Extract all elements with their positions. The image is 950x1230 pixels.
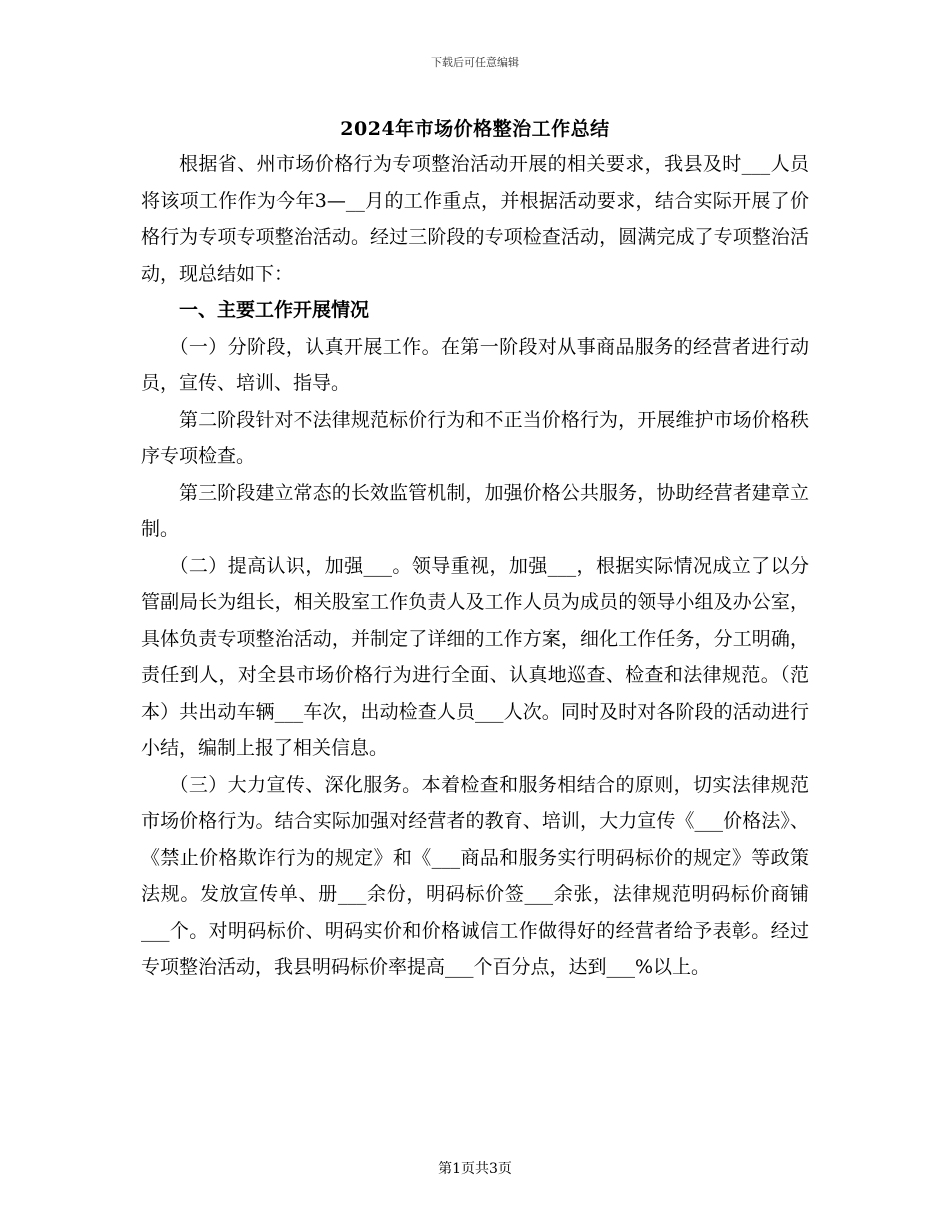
document-body bbox=[141, 146, 809, 986]
paragraph-4: （二）提高认识，加强___。领导重视，加强___，根据实际情况成立了以分管副局长为组长，相关股室工作负责人及工作人员为成员的领导小组及办公室，具体负责专项整治活动，并制定了详细的工作方案，细化工作任务，分工明确，责任到人，对全县市场价格行为进行全面、认真地巡查、检查和法律规范。（范本）共出动车辆___车次，出动检查人员___人次。同时及时对各阶段的活动进行小结，编制上报了相关信息。 bbox=[141, 554, 809, 759]
page-header-note: 下载后可任意编辑 bbox=[431, 56, 519, 69]
document-title: 2024年市场价格整治工作总结 bbox=[340, 118, 610, 140]
paragraph-3: 第三阶段建立常态的长效监管机制，加强价格公共服务，协助经营者建章立制。 bbox=[141, 481, 809, 540]
intro-paragraph: 根据省、州市场价格行为专项整治活动开展的相关要求，我县及时___人员将该项工作作为今年3—__月的工作重点，并根据活动要求，结合实际开展了价格行为专项专项整治活动。经过三阶段的专项检查活动，圆满完成了专项整治活动，现总结如下： bbox=[141, 153, 809, 285]
paragraph-2: 第二阶段针对不法律规范标价行为和不正当价格行为，开展维护市场价格秩序专项检查。 bbox=[141, 408, 809, 467]
paragraph-5: （三）大力宣传、深化服务。本着检查和服务相结合的原则，切实法律规范市场价格行为。结合实际加强对经营者的教育、培训，大力宣传《___价格法》、《禁止价格欺诈行为的规定》和《___商品和服务实行明码标价的规定》等政策法规。发放宣传单、册___余份，明码标价签___余张，法律规范明码标价商铺___个。对明码标价、明码实价和价格诚信工作做得好的经营者给予表彰。经过专项整治活动，我县明码标价率提高___个百分点，达到___%以上。 bbox=[141, 773, 809, 978]
page-number: 第1页共3页 bbox=[438, 1161, 512, 1177]
paragraph-1: （一）分阶段，认真开展工作。在第一阶段对从事商品服务的经营者进行动员，宣传、培训、指导。 bbox=[141, 335, 809, 394]
section-heading: 一、主要工作开展情况 bbox=[179, 299, 370, 321]
